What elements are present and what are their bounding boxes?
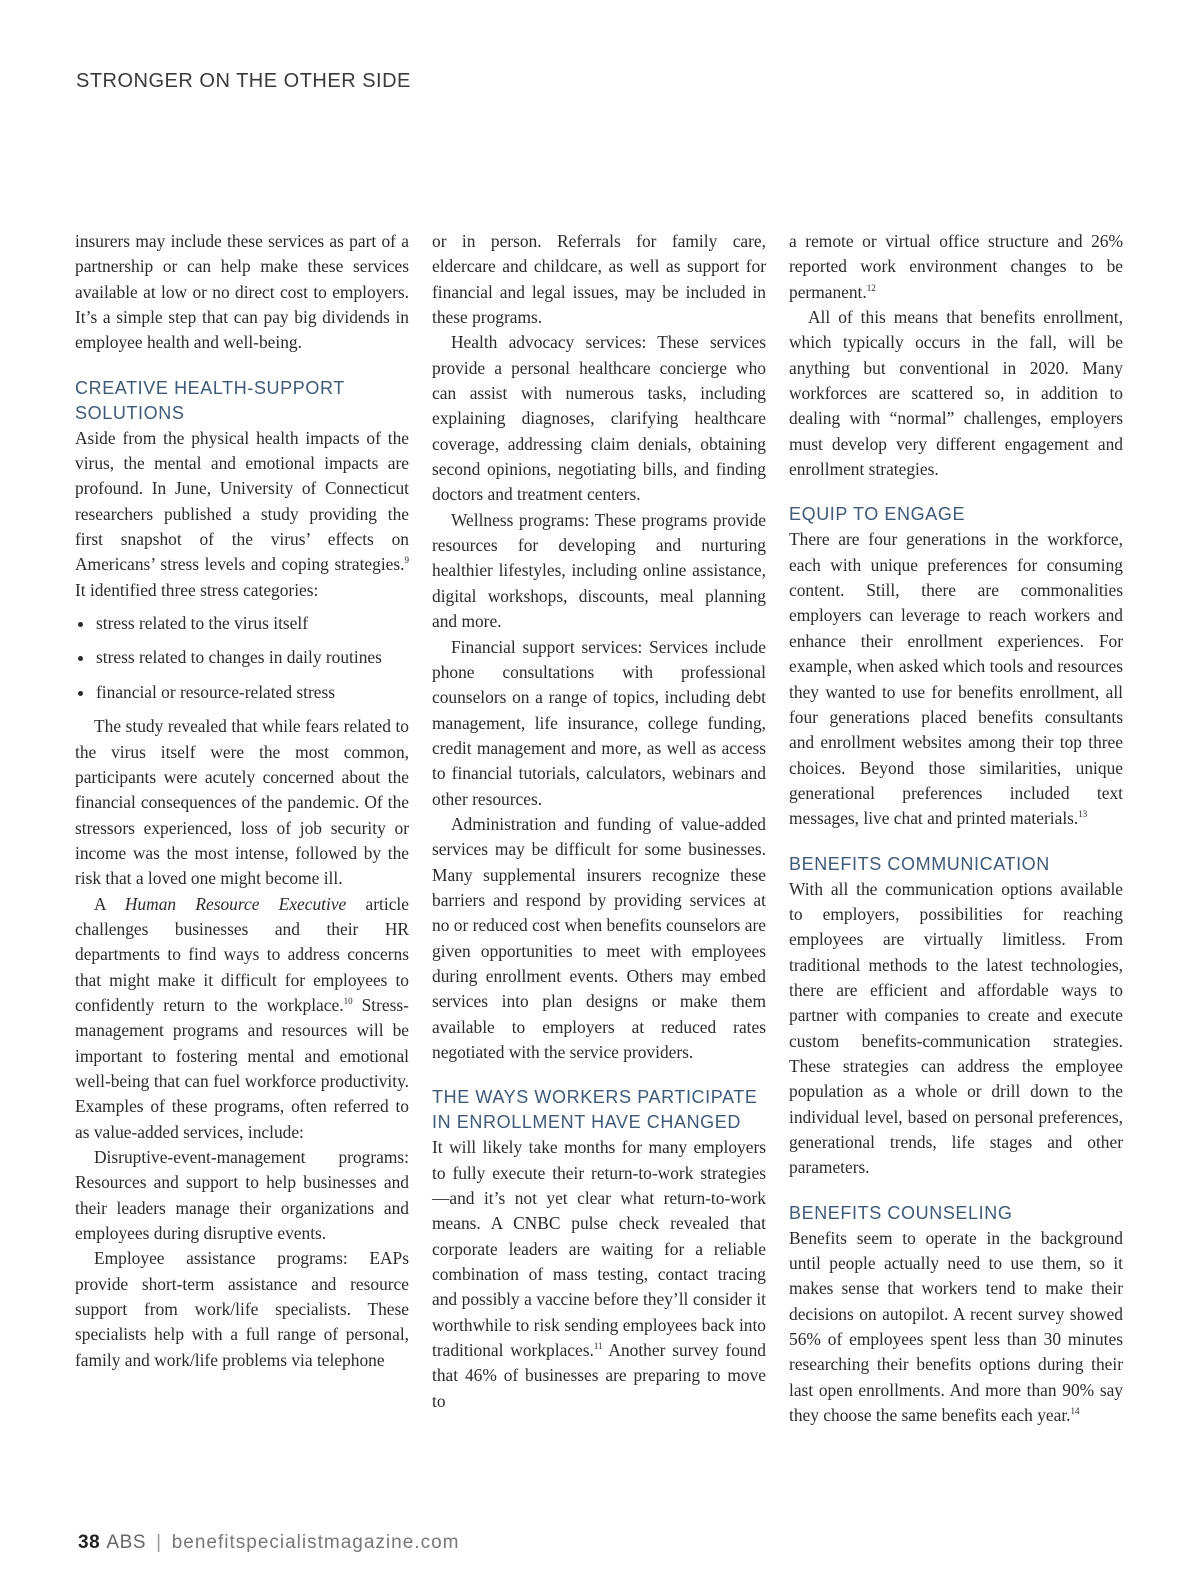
section-heading-equip-to-engage: EQUIP TO ENGAGE	[789, 504, 966, 525]
column-3	[789, 229, 1123, 1428]
paragraph: Wellness programs: These programs provide resources for developing and nurturing healthier lifestyles, including online assistance, digital workshops, discounts, meal planning and more.	[432, 509, 766, 632]
column-2	[432, 229, 766, 1414]
paragraph: or in person. Referrals for family care, eldercare and childcare, as well as support for financial and legal issues, may be included in these programs.	[432, 231, 766, 328]
page-number: 38	[78, 1532, 101, 1553]
paragraph: A Human Resource Executive article challenges businesses and their HR departments to find ways to address concerns that might make it difficult for employees to confidently return to the workplace.$^{10}$ Stress-management programs and resources will be important to fostering mental and emotional well-being that can fuel workforce productivity. Examples of these programs, often referred to as value-added services, include:	[75, 893, 409, 1142]
footnote-ref: 11	[593, 1341, 603, 1352]
bullet-list	[75, 611, 409, 705]
footnote-ref: 14	[1070, 1406, 1080, 1417]
paragraph: Health advocacy services: These services provide a personal healthcare concierge who can assist with numerous tasks, including explaining diagnoses, clarifying healthcare coverage, addressing claim denials, obtaining second opinions, negotiating bills, and finding doctors and treatment centers.	[432, 332, 766, 505]
paragraph: Aside from the physical health impacts of the virus, the mental and emotional impacts are profound. In June, University of Connecticut researchers published a study providing the first snapshot of the virus’ effects on Americans’ stress levels and coping strategies.$^9$ It identified three stress categories:	[75, 427, 409, 600]
paragraph: insurers may include these services as part of a partnership or can help make these services available at low or no direct cost to employers. It’s a simple step that can pay big dividends in employee health and well-being.	[75, 231, 409, 353]
footnote-ref: 10	[343, 995, 353, 1006]
publication-title: Human Resource Executive	[124, 893, 347, 914]
list-item: stress related to changes in daily routines	[75, 645, 409, 670]
section-heading-benefits-communication: BENEFITS COMMUNICATION	[789, 853, 1050, 874]
footer-separator: |	[156, 1532, 162, 1553]
website-url[interactable]: benefitspecialistmagazine.com	[171, 1532, 460, 1553]
paragraph: Employee assistance programs: EAPs provide short-term assistance and resource support from work/life specialists. These specialists help with a full range of personal, family and work/life problems via telephone	[75, 1248, 409, 1370]
list-item: financial or resource-related stress	[75, 680, 409, 705]
section-heading-ways-workers: THE WAYS WORKERS PARTICIPATE IN ENROLLMENT HAVE CHANGED	[432, 1087, 758, 1133]
paragraph: It will likely take months for many employers to fully execute their return-to-work strategies—and it’s not yet clear what return-to-work means. A CNBC pulse check revealed that corporate leaders are waiting for a reliable combination of mass testing, contact tracing and possibly a vaccine before they’ll consider it worthwhile to risk sending employees back into traditional workplaces.$^{11}$ Another survey found that 46% of businesses are preparing to move to	[432, 1137, 766, 1411]
paragraph: Administration and funding of value-added services may be difficult for some businesses. Many supplemental insurers recognize these barriers and respond by providing services at no or reduced cost when benefits counselors are given opportunities to meet with employees during enrollment events. Others may embed services into plan designs or make them available to employers at reduced rates negotiated with the service providers.	[432, 813, 766, 1062]
list-item: stress related to the virus itself	[75, 611, 409, 636]
footnote-ref: 12	[866, 282, 876, 293]
paragraph: a remote or virtual office structure and 26% reported work environment changes to be permanent.$^{12}$	[789, 231, 1123, 302]
section-heading-benefits-counseling: BENEFITS COUNSELING	[789, 1202, 1013, 1223]
paragraph: With all the communication options available to employers, possibilities for reaching employees are virtually limitless. From traditional methods to the latest technologies, there are efficient and affordable ways to partner with companies to create and execute custom benefits-communication strategies. These strategies can address the employee population as a whole or drill down to the individual level, based on personal preferences, generational trends, life stages and other parameters.	[789, 878, 1123, 1178]
section-heading-creative-health: CREATIVE HEALTH-SUPPORT SOLUTIONS	[75, 377, 345, 423]
paragraph: Financial support services: Services include phone consultations with professional counselors on a range of topics, including debt management, life insurance, college funding, credit management and more, as well as access to financial tutorials, calculators, webinars and other resources.	[432, 636, 766, 809]
paragraph: Disruptive-event-management programs: Resources and support to help businesses and their leaders manage their organizations and employees during disruptive events.	[75, 1147, 409, 1244]
column-1	[75, 229, 409, 1373]
paragraph: All of this means that benefits enrollment, which typically occurs in the fall, will be anything but conventional in 2020. Many workforces are scattered so, in addition to dealing with “normal” challenges, employers must develop very different engagement and enrollment strategies.	[789, 307, 1123, 480]
running-head: STRONGER ON THE OTHER SIDE	[76, 70, 411, 92]
paragraph: There are four generations in the workforce, each with unique preferences for consuming content. Still, there are commonalities employers can leverage to reach workers and enhance their enrollment experiences. For example, when asked which tools and resources they wanted to use for benefits enrollment, all four generations placed benefits consultants and enrollment websites among their top three choices. Beyond those similarities, unique generational preferences included text messages, live chat and printed materials.$^{13}$	[789, 529, 1123, 829]
paragraph: The study revealed that while fears related to the virus itself were the most common, participants were acutely concerned about the financial consequences of the pandemic. Of the stressors experienced, loss of job security or income was the most intense, followed by the risk that a loved one might become ill.	[75, 716, 409, 889]
magazine-name: ABS	[106, 1532, 147, 1553]
footnote-ref: 9	[404, 555, 409, 566]
footnote-ref: 13	[1078, 809, 1088, 820]
paragraph: Benefits seem to operate in the background until people actually need to use them, so it makes sense that workers tend to make their decisions on autopilot. A recent survey showed 56% of employees spent less than 30 minutes researching their benefits options during their last open enrollments. And more than 90% say they choose the same benefits each year.$^{14}$	[789, 1227, 1123, 1426]
page-footer	[78, 1532, 459, 1554]
